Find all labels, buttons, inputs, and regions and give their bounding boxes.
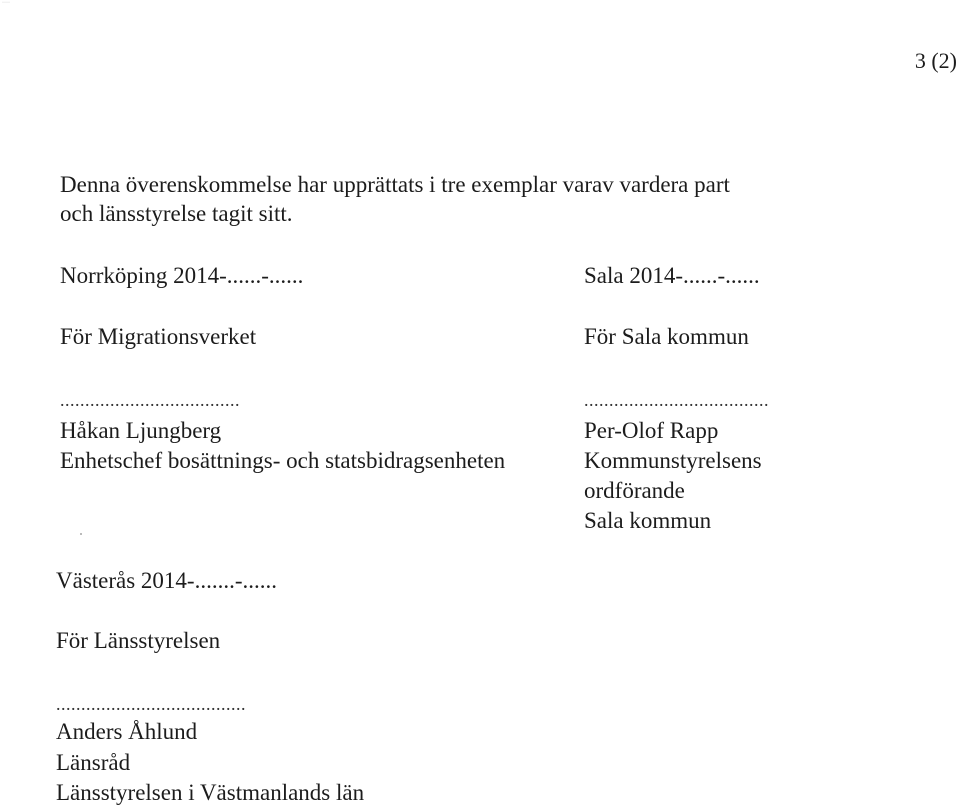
left-name: Håkan Ljungberg	[60, 418, 222, 443]
county-place-date: Västerås 2014-.......-......	[56, 568, 278, 593]
right-name: Per-Olof Rapp	[584, 418, 719, 443]
left-title: Enhetschef bosättnings- och statsbidragsenheten	[60, 448, 506, 473]
scan-artifact: ····	[2, 0, 10, 6]
page-number: 3 (2)	[914, 48, 957, 73]
intro-line-1: Denna överenskommelse har upprättats i tre exemplar varav vardera part	[60, 172, 730, 197]
county-signature-line: ......................................	[56, 694, 246, 714]
right-title-line-2: ordförande	[584, 478, 685, 503]
right-signature-line: .....................................	[584, 390, 769, 410]
right-on-behalf: För Sala kommun	[584, 324, 749, 349]
left-place-date: Norrköping 2014-......-......	[60, 263, 304, 288]
county-title: Länsråd	[56, 750, 131, 775]
county-organization: Länsstyrelsen i Västmanlands län	[56, 780, 365, 805]
left-on-behalf: För Migrationsverket	[60, 324, 257, 349]
right-title-line-3: Sala kommun	[584, 508, 712, 533]
county-on-behalf: För Länsstyrelsen	[56, 628, 221, 653]
intro-line-2: och länsstyrelse tagit sitt.	[60, 201, 293, 226]
left-signature-line: ....................................	[60, 390, 240, 410]
scan-speck	[80, 533, 82, 535]
right-place-date: Sala 2014-......-......	[584, 263, 760, 288]
right-title-line-1: Kommunstyrelsens	[584, 448, 762, 473]
county-name: Anders Åhlund	[56, 719, 198, 744]
